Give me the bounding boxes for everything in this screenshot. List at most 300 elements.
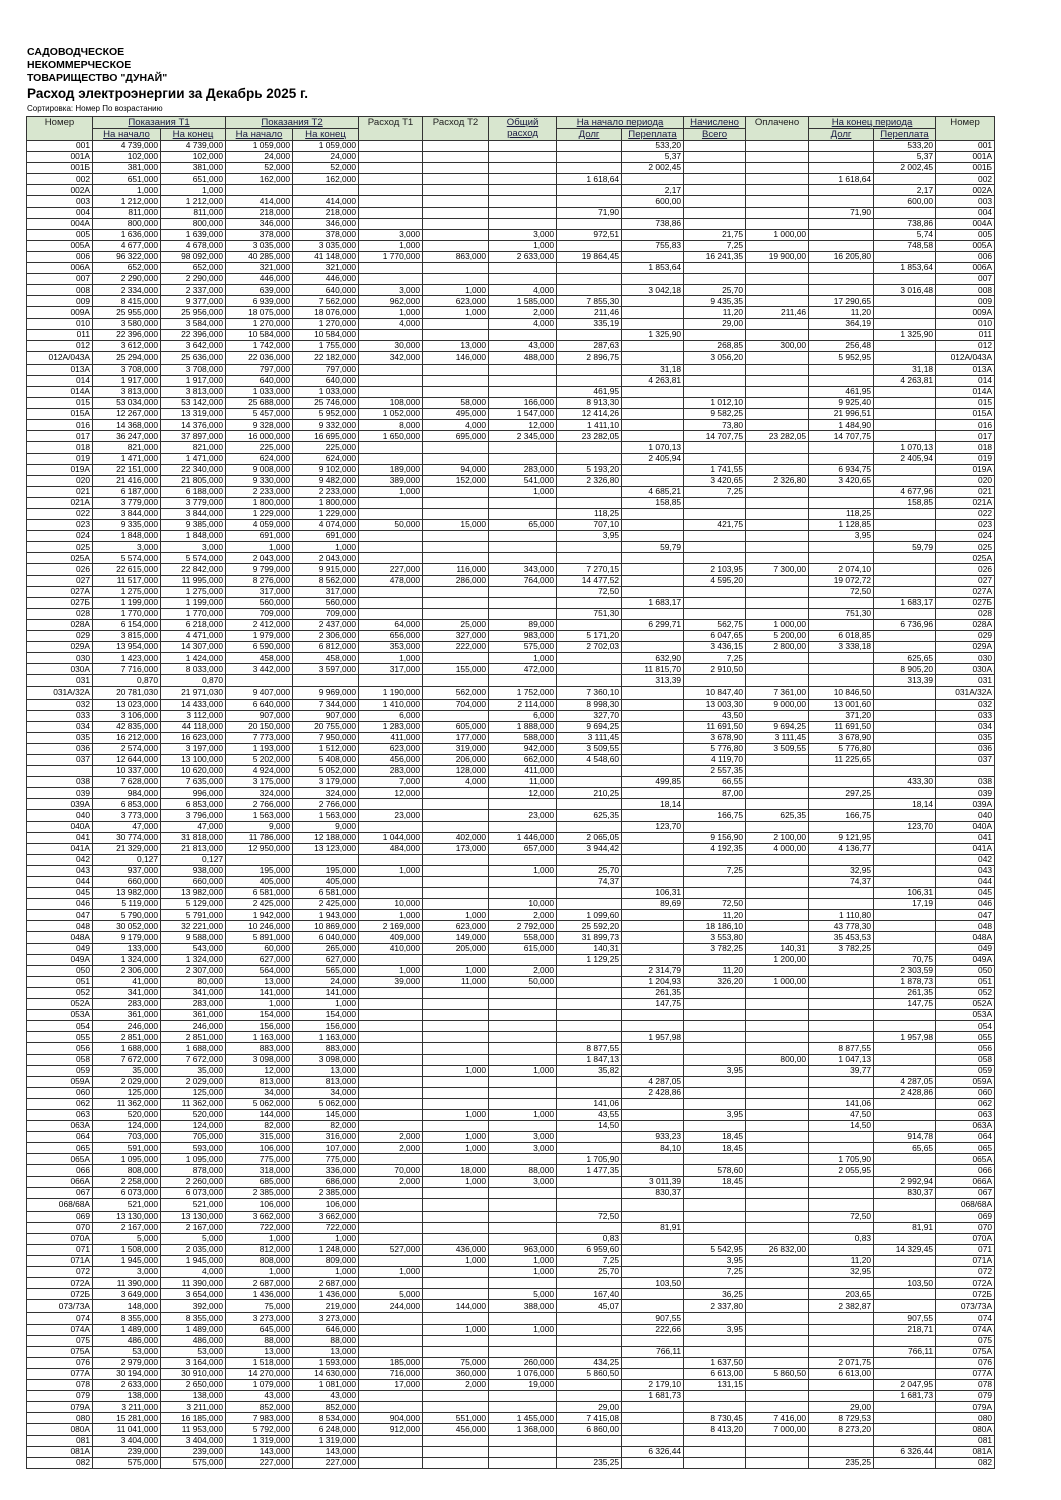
cell-use-t2: 4,000: [423, 420, 489, 431]
cell-t1-end: 35,000: [161, 1065, 226, 1076]
cell-paid: [746, 453, 809, 464]
cell-accrued: [684, 1211, 746, 1222]
cell-number: 068/68А: [27, 1198, 93, 1211]
cell-paid: [746, 375, 809, 386]
cell-t2-start: 14 270,000: [226, 1368, 293, 1379]
cell-number: 073/73А: [27, 1300, 93, 1313]
cell-start-debt: [557, 163, 622, 174]
cell-t2-end: 336,000: [293, 1165, 359, 1176]
cell-paid: 9 694,25: [746, 721, 809, 732]
cell-t2-start: [226, 185, 293, 196]
cell-start-overpay: 261,35: [622, 987, 684, 998]
cell-use-t2: 1,000: [423, 910, 489, 921]
cell-use-t1: [359, 263, 423, 274]
cell-t1-start: 3 779,000: [93, 497, 161, 508]
cell-start-debt: 5 171,20: [557, 631, 622, 642]
cell-start-debt: [557, 375, 622, 386]
cell-use-t1: [359, 1087, 423, 1098]
cell-use-t2: [423, 329, 489, 340]
cell-start-debt: 235,25: [557, 1457, 622, 1468]
col-t2-end: На конец: [293, 129, 359, 141]
cell-t1-start: 35,000: [93, 1065, 161, 1076]
cell-t2-end: 1,000: [293, 542, 359, 553]
cell-accrued: [684, 1233, 746, 1244]
cell-paid: [746, 710, 809, 721]
cell-end-overpay: 103,50: [874, 1278, 936, 1289]
cell-t1-end: 31 818,000: [161, 832, 226, 843]
cell-use-t2: [423, 1267, 489, 1278]
cell-end-overpay: 2 047,95: [874, 1380, 936, 1391]
cell-t2-start: 797,000: [226, 364, 293, 375]
cell-end-overpay: [874, 699, 936, 710]
cell-t1-end: 25 956,000: [161, 307, 226, 318]
cell-start-overpay: [622, 1154, 684, 1165]
table-row: [27, 263, 995, 274]
cell-t2-end: 686,000: [293, 1176, 359, 1187]
cell-t2-start: 1 079,000: [226, 1380, 293, 1391]
cell-total: [489, 1457, 557, 1468]
cell-number-right: 025: [936, 542, 995, 553]
cell-t1-start: 1 095,000: [93, 1154, 161, 1165]
cell-t2-start: 43,000: [226, 1391, 293, 1402]
cell-use-t2: [423, 597, 489, 608]
cell-start-debt: [557, 799, 622, 810]
cell-t1-end: 3 164,000: [161, 1357, 226, 1368]
cell-number-right: 009: [936, 296, 995, 307]
cell-use-t1: [359, 1010, 423, 1021]
cell-number: 064: [27, 1132, 93, 1143]
cell-end-debt: 166,75: [809, 810, 874, 821]
cell-paid: [746, 497, 809, 508]
cell-end-debt: [809, 619, 874, 630]
cell-use-t2: 1,000: [423, 1065, 489, 1076]
cell-end-overpay: [874, 475, 936, 486]
cell-number-right: 060: [936, 1087, 995, 1098]
cell-number: 035: [27, 732, 93, 743]
cell-paid: [746, 921, 809, 932]
cell-t2-end: 24,000: [293, 976, 359, 987]
cell-t1-start: 5 574,000: [93, 553, 161, 564]
cell-t1-start: 651,000: [93, 174, 161, 185]
cell-paid: [746, 1143, 809, 1154]
cell-accrued: [684, 364, 746, 375]
cell-use-t2: [423, 1446, 489, 1457]
cell-end-debt: 3,95: [809, 531, 874, 542]
cell-t1-start: 341,000: [93, 987, 161, 998]
cell-accrued: 2 103,95: [684, 564, 746, 575]
cell-t2-start: 624,000: [226, 453, 293, 464]
cell-accrued: 87,00: [684, 788, 746, 799]
cell-t2-end: 378,000: [293, 229, 359, 240]
cell-paid: [746, 1391, 809, 1402]
cell-accrued: 7,25: [684, 865, 746, 876]
cell-start-debt: [557, 553, 622, 564]
cell-use-t2: 177,000: [423, 732, 489, 743]
cell-paid: [746, 1402, 809, 1413]
cell-t2-end: 2 766,000: [293, 799, 359, 810]
cell-number: 045: [27, 888, 93, 899]
cell-start-debt: [557, 1021, 622, 1032]
cell-total: [489, 453, 557, 464]
cell-use-t1: 4,000: [359, 318, 423, 329]
cell-end-debt: 21 996,51: [809, 409, 874, 420]
cell-total: 10,000: [489, 899, 557, 910]
cell-end-overpay: [874, 1402, 936, 1413]
cell-total: 88,000: [489, 1165, 557, 1176]
cell-end-debt: [809, 218, 874, 229]
table-row: [27, 1313, 995, 1324]
cell-t1-start: 660,000: [93, 877, 161, 888]
cell-end-debt: [809, 999, 874, 1010]
cell-paid: [746, 1098, 809, 1109]
table-row: [27, 1457, 995, 1468]
cell-t2-end: 5 052,000: [293, 766, 359, 777]
cell-use-t1: [359, 1198, 423, 1211]
cell-t1-end: 125,000: [161, 1087, 226, 1098]
cell-t2-start: 6 939,000: [226, 296, 293, 307]
cell-use-t2: 4,000: [423, 777, 489, 788]
cell-total: [489, 877, 557, 888]
cell-total: 1,000: [489, 865, 557, 876]
cell-t1-end: 239,000: [161, 1446, 226, 1457]
cell-number-right: 013А: [936, 364, 995, 375]
cell-number: 005А: [27, 240, 93, 251]
cell-start-overpay: [622, 1098, 684, 1109]
cell-start-overpay: [622, 854, 684, 865]
cell-t2-start: [226, 854, 293, 865]
cell-end-debt: [809, 196, 874, 207]
cell-start-overpay: [622, 1267, 684, 1278]
cell-number-right: 036: [936, 743, 995, 754]
cell-number: 041А: [27, 843, 93, 854]
cell-accrued: [684, 141, 746, 152]
cell-number: 002: [27, 174, 93, 185]
cell-t2-start: 1,000: [226, 1233, 293, 1244]
cell-start-debt: 707,10: [557, 520, 622, 531]
cell-use-t1: [359, 497, 423, 508]
table-row: [27, 1198, 995, 1211]
cell-total: [489, 531, 557, 542]
cell-end-debt: 297,25: [809, 788, 874, 799]
cell-paid: [746, 664, 809, 675]
cell-accrued: 5 776,80: [684, 743, 746, 754]
cell-t1-end: 5,000: [161, 1233, 226, 1244]
cell-total: [489, 821, 557, 832]
cell-total: [489, 586, 557, 597]
cell-t2-end: 82,000: [293, 1121, 359, 1132]
cell-start-overpay: [622, 1402, 684, 1413]
cell-total: 3,000: [489, 1132, 557, 1143]
cell-t2-end: 852,000: [293, 1402, 359, 1413]
cell-number-right: 023: [936, 520, 995, 531]
table-row: [27, 899, 995, 910]
col-number-right: Номер: [936, 117, 995, 141]
cell-total: 388,000: [489, 1300, 557, 1313]
cell-start-debt: 3 111,45: [557, 732, 622, 743]
cell-start-debt: [557, 1435, 622, 1446]
cell-t2-start: 141,000: [226, 987, 293, 998]
cell-t1-start: 41,000: [93, 976, 161, 987]
cell-end-debt: 9 121,95: [809, 832, 874, 843]
cell-use-t1: [359, 1054, 423, 1065]
cell-end-overpay: [874, 586, 936, 597]
table-row: [27, 1424, 995, 1435]
cell-t1-end: 21 805,000: [161, 475, 226, 486]
cell-use-t2: 456,000: [423, 1424, 489, 1435]
table-row: [27, 732, 995, 743]
cell-start-overpay: 4 287,05: [622, 1076, 684, 1087]
cell-use-t1: 17,000: [359, 1380, 423, 1391]
cell-start-overpay: 2 314,79: [622, 965, 684, 976]
cell-accrued: 36,25: [684, 1289, 746, 1300]
cell-start-debt: [557, 152, 622, 163]
cell-paid: [746, 675, 809, 686]
cell-use-t1: 189,000: [359, 464, 423, 475]
cell-t2-end: 154,000: [293, 1010, 359, 1021]
cell-total: 1,000: [489, 1065, 557, 1076]
cell-t1-start: 486,000: [93, 1335, 161, 1346]
cell-number-right: 012: [936, 340, 995, 351]
cell-total: 2,000: [489, 307, 557, 318]
cell-t2-start: 775,000: [226, 1154, 293, 1165]
cell-end-debt: [809, 486, 874, 497]
cell-end-debt: [809, 965, 874, 976]
table-row: [27, 586, 995, 597]
cell-end-overpay: [874, 296, 936, 307]
cell-total: 166,000: [489, 398, 557, 409]
cell-total: 11,000: [489, 777, 557, 788]
cell-t2-end: 9 482,000: [293, 475, 359, 486]
cell-start-overpay: [622, 686, 684, 699]
cell-t2-start: 13,000: [226, 976, 293, 987]
cell-t1-end: 811,000: [161, 207, 226, 218]
col-t1: Показания Т1: [93, 117, 226, 129]
cell-total: [489, 1346, 557, 1357]
cell-number-right: 072Б: [936, 1289, 995, 1300]
cell-number-right: 077А: [936, 1368, 995, 1379]
cell-number-right: 040А: [936, 821, 995, 832]
cell-t1-start: 21 416,000: [93, 475, 161, 486]
cell-number: 079А: [27, 1402, 93, 1413]
cell-use-t2: [423, 1391, 489, 1402]
cell-end-overpay: 2 303,59: [874, 965, 936, 976]
cell-use-t1: 23,000: [359, 810, 423, 821]
table-row: [27, 965, 995, 976]
cell-end-debt: [809, 152, 874, 163]
cell-t2-end: 346,000: [293, 218, 359, 229]
cell-t1-start: 283,000: [93, 999, 161, 1010]
cell-t2-start: 324,000: [226, 788, 293, 799]
cell-paid: [746, 464, 809, 475]
cell-paid: [746, 1087, 809, 1098]
cell-t2-start: 22 036,000: [226, 351, 293, 364]
cell-total: 662,000: [489, 754, 557, 765]
cell-total: [489, 1222, 557, 1233]
cell-start-debt: [557, 653, 622, 664]
cell-number-right: 001А: [936, 152, 995, 163]
cell-end-debt: [809, 1391, 874, 1402]
cell-start-debt: [557, 240, 622, 251]
cell-end-overpay: 433,30: [874, 777, 936, 788]
cell-start-debt: [557, 1143, 622, 1154]
cell-end-overpay: [874, 207, 936, 218]
cell-start-overpay: 738,86: [622, 218, 684, 229]
cell-t1-end: 13 982,000: [161, 888, 226, 899]
cell-use-t1: [359, 888, 423, 899]
cell-t1-end: 246,000: [161, 1021, 226, 1032]
cell-use-t2: [423, 207, 489, 218]
cell-end-debt: 11,20: [809, 1256, 874, 1267]
cell-accrued: [684, 196, 746, 207]
cell-accrued: [684, 1154, 746, 1165]
col-t2: Показания Т2: [226, 117, 359, 129]
cell-t2-start: 7 773,000: [226, 732, 293, 743]
cell-t1-start: 2 029,000: [93, 1076, 161, 1087]
cell-start-overpay: [622, 553, 684, 564]
cell-t1-end: 3,000: [161, 542, 226, 553]
cell-total: 2 633,000: [489, 251, 557, 262]
cell-number-right: 058: [936, 1054, 995, 1065]
cell-accrued: 1 012,10: [684, 398, 746, 409]
cell-start-overpay: [622, 431, 684, 442]
cell-number-right: 028: [936, 608, 995, 619]
cell-accrued: [684, 497, 746, 508]
cell-t2-end: 22 182,000: [293, 351, 359, 364]
cell-paid: [746, 1109, 809, 1120]
cell-total: 50,000: [489, 976, 557, 987]
cell-use-t2: 146,000: [423, 351, 489, 364]
cell-t2-start: 195,000: [226, 865, 293, 876]
cell-start-overpay: 6 326,44: [622, 1446, 684, 1457]
cell-number: 027: [27, 575, 93, 586]
cell-t2-start: 812,000: [226, 1245, 293, 1256]
col-accrued: Начислено: [684, 117, 746, 129]
cell-t1-end: 593,000: [161, 1143, 226, 1154]
cell-t2-start: 346,000: [226, 218, 293, 229]
cell-end-debt: 1 128,85: [809, 520, 874, 531]
cell-start-debt: [557, 1198, 622, 1211]
cell-use-t1: 409,000: [359, 932, 423, 943]
cell-t2-start: 156,000: [226, 1021, 293, 1032]
cell-t2-start: 9 008,000: [226, 464, 293, 475]
cell-use-t2: 152,000: [423, 475, 489, 486]
cell-t2-end: 14 630,000: [293, 1368, 359, 1379]
cell-t2-start: 9 799,000: [226, 564, 293, 575]
cell-t2-start: 9 330,000: [226, 475, 293, 486]
cell-end-overpay: [874, 1054, 936, 1065]
cell-t1-end: 2 307,000: [161, 965, 226, 976]
table-row: [27, 608, 995, 619]
cell-use-t1: 2,000: [359, 1132, 423, 1143]
cell-t2-start: 225,000: [226, 442, 293, 453]
cell-use-t2: 75,000: [423, 1357, 489, 1368]
cell-t2-start: 3 442,000: [226, 664, 293, 675]
cell-number-right: 016: [936, 420, 995, 431]
cell-total: 472,000: [489, 664, 557, 675]
cell-t1-end: 102,000: [161, 152, 226, 163]
cell-t2-start: 3 098,000: [226, 1054, 293, 1065]
cell-accrued: 9 156,90: [684, 832, 746, 843]
cell-paid: [746, 777, 809, 788]
cell-end-debt: 6 934,75: [809, 464, 874, 475]
cell-end-overpay: [874, 564, 936, 575]
cell-end-overpay: [874, 1413, 936, 1424]
cell-use-t1: 1,000: [359, 653, 423, 664]
cell-use-t1: [359, 586, 423, 597]
cell-number-right: 065: [936, 1143, 995, 1154]
cell-use-t1: 1 044,000: [359, 832, 423, 843]
cell-total: 1 888,000: [489, 721, 557, 732]
cell-end-debt: [809, 285, 874, 296]
cell-paid: [746, 1032, 809, 1043]
cell-end-debt: 3 678,90: [809, 732, 874, 743]
cell-t2-end: 809,000: [293, 1256, 359, 1267]
cell-end-overpay: [874, 1021, 936, 1032]
cell-paid: [746, 509, 809, 520]
table-row: [27, 777, 995, 788]
cell-start-debt: [557, 1380, 622, 1391]
cell-accrued: [684, 386, 746, 397]
cell-number: 036: [27, 743, 93, 754]
cell-t1-start: 10 337,000: [93, 766, 161, 777]
table-row: [27, 1335, 995, 1346]
cell-accrued: [684, 174, 746, 185]
cell-paid: [746, 1121, 809, 1132]
cell-end-debt: 461,95: [809, 386, 874, 397]
cell-total: [489, 553, 557, 564]
cell-t2-end: 3 662,000: [293, 1211, 359, 1222]
org-line: НЕКОММЕРЧЕСКОЕ: [27, 59, 132, 71]
cell-t1-start: 138,000: [93, 1391, 161, 1402]
cell-t1-end: 44 118,000: [161, 721, 226, 732]
cell-paid: [746, 318, 809, 329]
table-row: [27, 999, 995, 1010]
cell-number: 008: [27, 285, 93, 296]
cell-number: 016: [27, 420, 93, 431]
cell-paid: [746, 364, 809, 375]
cell-number-right: 052: [936, 987, 995, 998]
cell-number: 051: [27, 976, 93, 987]
col-accrued-all: Всего: [684, 129, 746, 141]
cell-end-debt: [809, 553, 874, 564]
table-row: [27, 1187, 995, 1198]
cell-end-overpay: [874, 420, 936, 431]
cell-start-debt: 8 913,30: [557, 398, 622, 409]
cell-end-debt: [809, 1021, 874, 1032]
cell-end-overpay: 14 329,45: [874, 1245, 936, 1256]
cell-t2-end: 324,000: [293, 788, 359, 799]
cell-t1-end: 5 791,000: [161, 910, 226, 921]
cell-t2-end: 9 969,000: [293, 686, 359, 699]
cell-t1-end: 3 844,000: [161, 509, 226, 520]
cell-end-overpay: 2 428,86: [874, 1087, 936, 1098]
cell-number: 082: [27, 1457, 93, 1468]
cell-t2-end: 8 534,000: [293, 1413, 359, 1424]
cell-start-debt: 2 896,75: [557, 351, 622, 364]
cell-t2-end: 2 437,000: [293, 619, 359, 630]
cell-t2-start: 2 385,000: [226, 1187, 293, 1198]
cell-paid: [746, 1446, 809, 1457]
cell-use-t1: 70,000: [359, 1165, 423, 1176]
cell-start-overpay: [622, 531, 684, 542]
cell-t2-end: 1 033,000: [293, 386, 359, 397]
cell-number-right: 074: [936, 1313, 995, 1324]
cell-number: 070: [27, 1222, 93, 1233]
cell-start-overpay: 222,66: [622, 1324, 684, 1335]
cell-total: [489, 1313, 557, 1324]
cell-number: 001: [27, 141, 93, 152]
table-row: [27, 810, 995, 821]
